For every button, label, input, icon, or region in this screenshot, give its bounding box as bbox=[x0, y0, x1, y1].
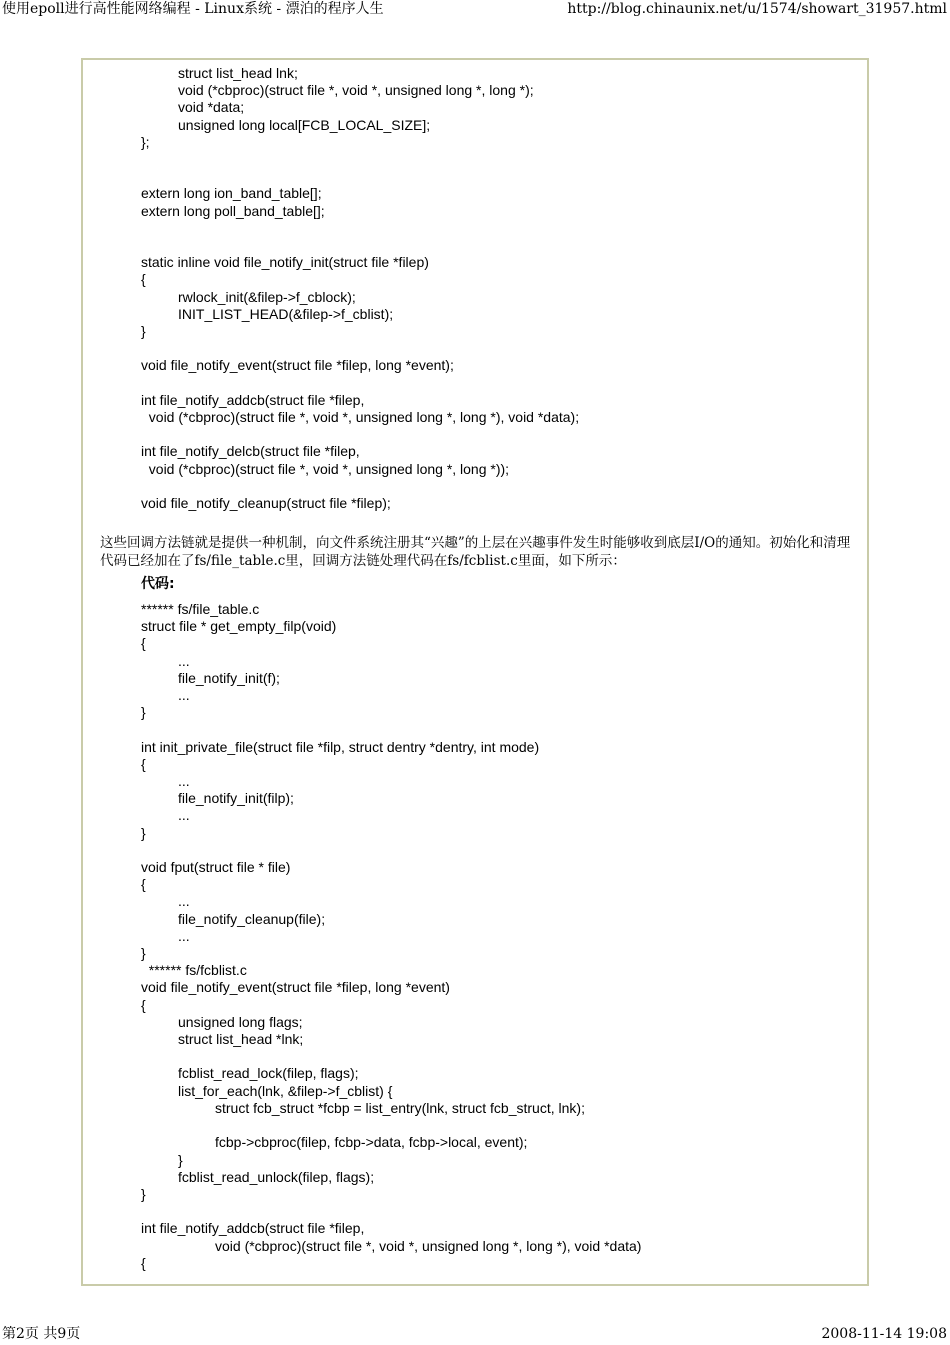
code-block-1: struct list_head lnk; void (*cbproc)(struct file *, void *, unsigned long *, long *); void *data; unsigned long local[FCB_LOCAL_SIZE]; }; extern long ion_band_table[]; extern long poll_band_table[]; static inline void file_notify_init(struct file *filep) { rwlock_init(&filep->f_cblock); INIT_LIST_HEAD(&filep->f_cblist); } void file_notify_event(struct file *filep, long *event); int file_notify_addcb(struct file *filep, void (*cbproc)(struct file *, void *, unsigned long *, long *), void *data); int file_notify_delcb(struct file *filep, void (*cbproc)(struct file *, void *, unsigned long *, long *)); void file_notify_cleanup(struct file *filep); bbox=[141, 65, 580, 512]
page-header bbox=[0, 0, 950, 20]
page-title: 使用epoll进行高性能网络编程 - Linux系统 - 漂泊的程序人生 bbox=[2, 1, 384, 17]
print-datetime: 2008-11-14 19:08 bbox=[821, 1326, 947, 1342]
code-label: 代码: bbox=[141, 576, 175, 592]
description-paragraph: 这些回调方法链就是提供一种机制，向文件系统注册其“兴趣”的上层在兴趣事件发生时能够收到底层I/O的通知。初始化和清理代码已经加在了fs/file_table.c里，回调方法链处理代码在fs/fcblist.c里面，如下所示： bbox=[100, 535, 851, 569]
code-block-2: ****** fs/file_table.c struct file * get_empty_filp(void) { ... file_notify_init(f); ... } int init_private_file(struct file *filp, struct dentry *dentry, int mode) { ... file_notify_init(filp); ... } void fput(struct file * file) { ... file_notify_cleanup(file); ... } ****** fs/fcblist.c void file_notify_event(struct file *filep, long *event) { unsigned long flags; struct list_head *lnk; fcblist_read_lock(filep, flags); list_for_each(lnk, &filep->f_cblist) { struct fcb_struct *fcbp = list_entry(lnk, struct fcb_struct, lnk); fcbp->cbproc(filep, fcbp->data, fcbp->local, event); } fcblist_read_unlock(filep, flags); } int file_notify_addcb(struct file *filep, void (*cbproc)(struct file *, void *, unsigned long *, long *), void *data) { bbox=[141, 601, 642, 1271]
page-url: http://blog.chinaunix.net/u/1574/showart_31957.html bbox=[567, 1, 947, 17]
content-box bbox=[81, 58, 869, 1286]
page-number: 第2页 共9页 bbox=[2, 1326, 81, 1342]
page-footer bbox=[0, 1325, 950, 1345]
